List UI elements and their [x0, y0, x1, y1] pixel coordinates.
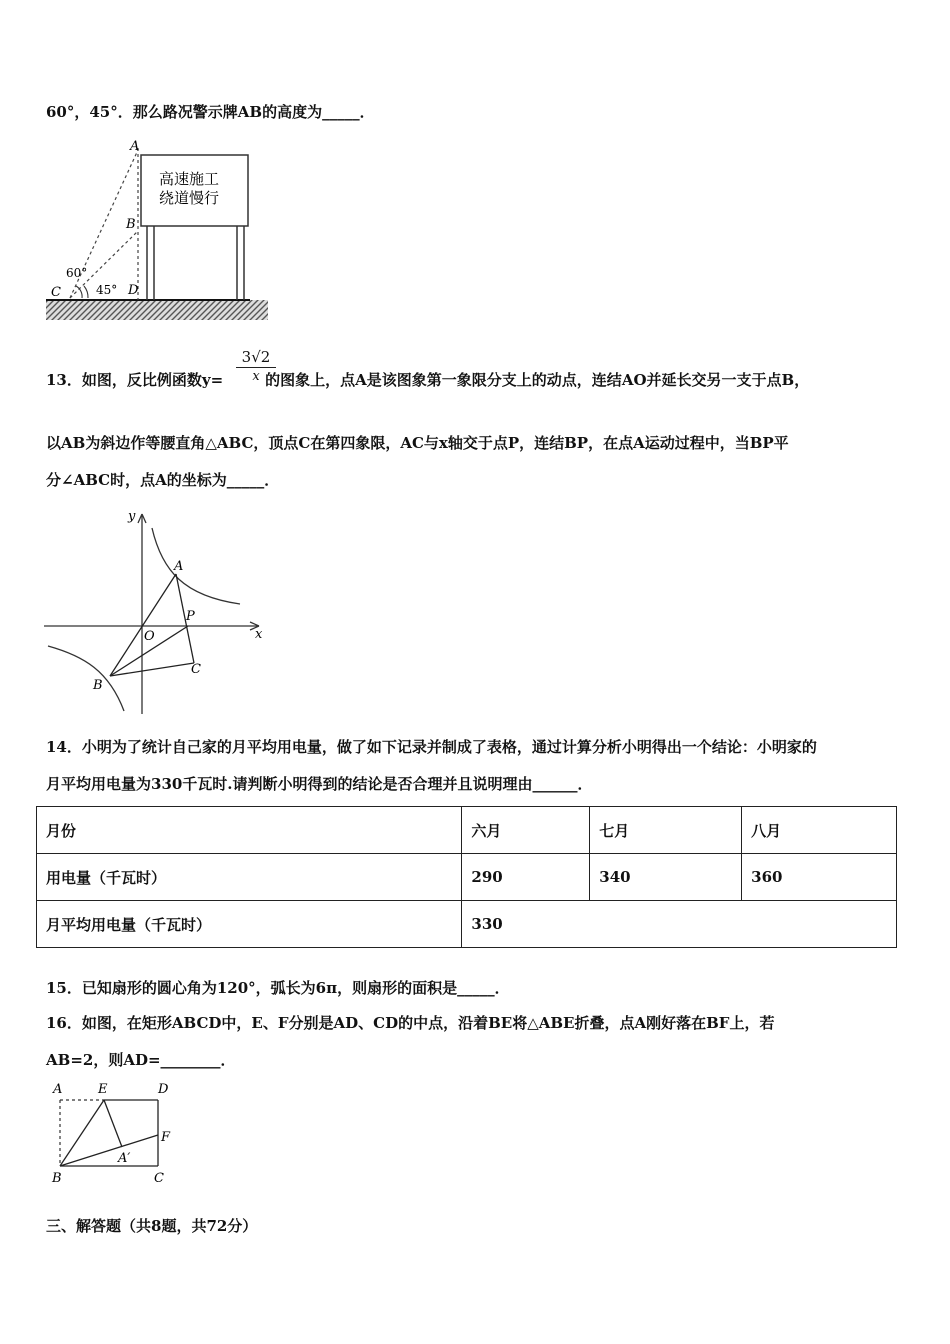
- q13-text-before: 13．如图，反比例函数y=: [46, 371, 224, 389]
- label-C: C: [51, 285, 61, 300]
- section-heading: 三、解答题（共8题，共72分）: [46, 1217, 258, 1235]
- label-D: D: [128, 283, 139, 298]
- fraction-numerator: 3√2: [241, 348, 271, 366]
- segment-BC: [110, 663, 194, 676]
- label-angle60: 60°: [66, 266, 88, 280]
- label-A: A: [53, 1082, 63, 1097]
- label-B: B: [93, 678, 103, 693]
- q14-line1: 14．小明为了统计自己家的月平均用电量，做了如下记录并制成了表格，通过计算分析小明得出一个结论：小明家的: [46, 738, 817, 756]
- q14-line2: 月平均用电量为330千瓦时.请判断小明得到的结论是否合理并且说明理由______．: [46, 775, 593, 793]
- table-cell: 用电量（千瓦时）: [37, 854, 462, 901]
- label-O: O: [144, 629, 155, 644]
- table-row: [37, 854, 897, 901]
- label-A: A: [130, 139, 140, 154]
- table-row: [37, 901, 897, 948]
- branch-1: [152, 528, 240, 604]
- ground-hatch: [46, 300, 268, 320]
- label-A-prime: A′: [118, 1151, 131, 1166]
- q16-line1: 16．如图，在矩形ABCD中，E、F分别是AD、CD的中点，沿着BE将△ABE折叠，点A刚好落在BF上，若: [46, 1014, 775, 1032]
- q16-line2: AB=2，则AD=________．: [46, 1051, 236, 1069]
- segment-EA-prime: [104, 1100, 122, 1147]
- table-cell: 290: [462, 854, 590, 901]
- q12-figure: [44, 136, 274, 326]
- label-C: C: [154, 1171, 164, 1186]
- table-cell: 340: [590, 854, 742, 901]
- label-x: x: [255, 627, 263, 642]
- label-y: y: [128, 509, 136, 524]
- label-F: F: [161, 1130, 171, 1145]
- label-E: E: [98, 1082, 108, 1097]
- segment-AB: [110, 574, 176, 676]
- fraction-denominator: x: [252, 369, 260, 384]
- label-B: B: [126, 217, 136, 232]
- q13-text-after: 的图象上，点A是该图象第一象限分支上的动点，连结AO并延长交另一支于点B，: [265, 371, 810, 389]
- label-B: B: [52, 1171, 62, 1186]
- label-P: P: [186, 609, 195, 624]
- table-row: [37, 807, 897, 854]
- q13-fraction: [236, 348, 276, 384]
- sign-line1: 高速施工: [159, 170, 220, 188]
- table-cell: 月份: [37, 807, 462, 854]
- table-cell: 330: [462, 901, 897, 948]
- segment-EB: [60, 1100, 104, 1166]
- branch-3: [48, 646, 124, 711]
- electricity-table: [36, 806, 897, 948]
- label-C: C: [191, 662, 201, 677]
- table-cell: 六月: [462, 807, 590, 854]
- q13-figure: [44, 506, 269, 716]
- q13-line2: 以AB为斜边作等腰直角△ABC，顶点C在第四象限，AC与x轴交于点P，连结BP，在点A运动过程中，当BP平: [46, 434, 789, 452]
- q16-figure: [44, 1078, 194, 1193]
- q13-line1: [46, 370, 809, 390]
- q15-text: 15．已知扇形的圆心角为120°，弧长为6π，则扇形的面积是_____．: [46, 979, 510, 997]
- label-angle45: 45°: [96, 283, 118, 297]
- q13-line3: 分∠ABC时，点A的坐标为_____．: [46, 471, 280, 489]
- table-cell: 360: [742, 854, 897, 901]
- segment-BF: [60, 1135, 158, 1166]
- sign-line2: 绕道慢行: [159, 189, 220, 207]
- label-A: A: [174, 559, 184, 574]
- table-cell: 八月: [742, 807, 897, 854]
- table-cell: 月平均用电量（千瓦时）: [37, 901, 462, 948]
- q12-text: 60°，45°．那么路况警示牌AB的高度为_____．: [46, 103, 375, 121]
- label-D: D: [158, 1082, 169, 1097]
- table-cell: 七月: [590, 807, 742, 854]
